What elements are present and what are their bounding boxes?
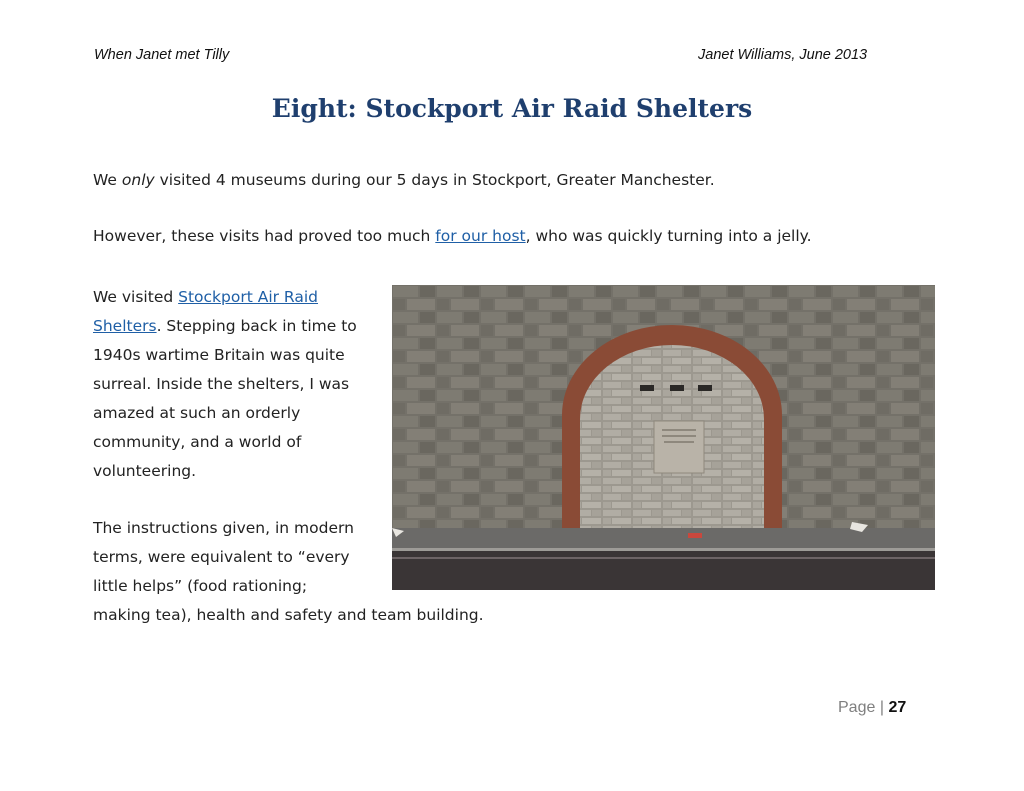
paragraph-text: However, these visits had proved too much bbox=[93, 227, 436, 245]
running-header-right: Janet Williams, June 2013 bbox=[698, 47, 868, 63]
page-label: Page bbox=[838, 699, 876, 716]
paragraph-text: visited 4 museums during our 5 days in Stockport, Greater Manchester. bbox=[154, 171, 715, 189]
page-number-footer bbox=[838, 699, 906, 717]
paragraph-text-last-line: making tea), health and safety and team building. bbox=[93, 606, 484, 624]
link-for-our-host[interactable]: for our host bbox=[435, 227, 526, 245]
paragraph-shelters bbox=[93, 283, 383, 486]
paragraph-text: . Stepping back in time to 1940s wartime Britain was quite surreal. Inside the shelters, I was amazed at such an orderly community, and a world of volunteering. bbox=[93, 317, 357, 480]
paragraph-instructions bbox=[93, 514, 484, 630]
emphasis-only: only bbox=[121, 171, 155, 189]
paragraph-text: We visited bbox=[93, 288, 179, 306]
link-stockport-air-raid-shelters[interactable]: Stockport Air Raid Shelters bbox=[93, 288, 319, 335]
paragraph-text: The instructions given, in modern terms, were equivalent to “every little helps” (food rationing; bbox=[93, 519, 354, 595]
page-number: 27 bbox=[888, 699, 907, 716]
page-separator: | bbox=[879, 699, 884, 716]
shelter-entrance-photo bbox=[392, 285, 935, 590]
paragraph-host bbox=[93, 227, 812, 245]
paragraph-text: , who was quickly turning into a jelly. bbox=[525, 227, 812, 245]
paragraph-text: We bbox=[93, 171, 122, 189]
page-title: Eight: Stockport Air Raid Shelters bbox=[271, 94, 753, 123]
paragraph-museums bbox=[93, 171, 715, 189]
running-header-left: When Janet met Tilly bbox=[94, 47, 230, 63]
